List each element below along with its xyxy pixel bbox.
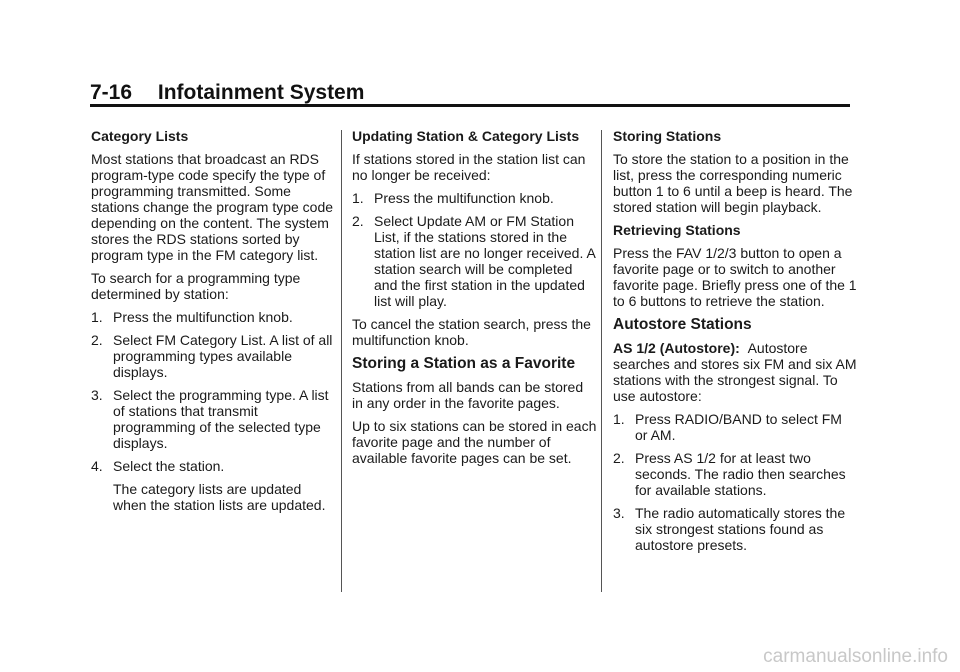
paragraph: To cancel the station search, press the multifunction knob. xyxy=(352,316,591,348)
inline-text: Autostore searches and stores six FM and six AM stations with the strongest signal. To use autostore: xyxy=(613,340,857,404)
step-text: Press the multifunction knob. xyxy=(113,309,293,325)
paragraph: Press the FAV 1/2/3 button to open a favorite page or to switch to another favorite page. Briefly press one of the 1 to 6 buttons to retrieve the station. xyxy=(613,245,857,309)
inline-label: AS 1/2 (Autostore): xyxy=(613,340,740,356)
paragraph: To store the station to a position in the list, press the corresponding numeric button 1 to 6 until a beep is heard. The stored station will begin playback. xyxy=(613,151,853,215)
step-number: 1. xyxy=(352,190,364,206)
list-item xyxy=(91,332,336,380)
steps-list xyxy=(613,411,858,553)
step-number: 1. xyxy=(91,309,103,325)
section-heading-autostore: Autostore Stations xyxy=(613,316,752,333)
page-number: 7-16 xyxy=(90,81,133,104)
list-item xyxy=(613,450,858,498)
step-text: Select FM Category List. A list of all programming types available displays. xyxy=(113,332,333,380)
paragraph: Stations from all bands can be stored in any order in the favorite pages. xyxy=(352,379,584,411)
step-number: 4. xyxy=(91,458,103,474)
watermark: carmanualsonline.info xyxy=(763,646,948,667)
list-item xyxy=(352,213,597,309)
column-3 xyxy=(613,128,858,560)
header-rule xyxy=(90,104,850,107)
section-heading-storing-stations: Storing Stations xyxy=(613,128,722,144)
column-divider-2 xyxy=(601,130,602,592)
steps-list xyxy=(352,190,597,309)
step-text: Press AS 1/2 for at least two seconds. The radio then searches for available stations. xyxy=(635,450,846,498)
chapter-title: Infotainment System xyxy=(157,81,365,104)
paragraph: Up to six stations can be stored in each favorite page and the number of available favorite pages can be set. xyxy=(352,418,597,466)
paragraph: To search for a programming type determined by station: xyxy=(91,270,301,302)
list-item xyxy=(91,309,336,325)
list-item xyxy=(91,387,336,451)
section-heading-category-lists: Category Lists xyxy=(91,128,189,144)
column-1 xyxy=(91,128,336,520)
paragraph: If stations stored in the station list can no longer be received: xyxy=(352,151,586,183)
step-text: Select the programming type. A list of stations that transmit programming of the selected type displays. xyxy=(113,387,329,451)
list-item xyxy=(352,190,597,206)
section-heading-retrieving-stations: Retrieving Stations xyxy=(613,222,741,238)
section-heading-updating-lists: Updating Station & Category Lists xyxy=(352,128,580,144)
note-paragraph: The category lists are updated when the station lists are updated. xyxy=(113,481,326,513)
list-item xyxy=(613,411,858,443)
step-text: Press RADIO/BAND to select FM or AM. xyxy=(635,411,842,443)
column-2 xyxy=(352,128,597,473)
page-header xyxy=(90,81,850,105)
step-number: 3. xyxy=(613,505,625,521)
step-number: 3. xyxy=(91,387,103,403)
step-number: 1. xyxy=(613,411,625,427)
step-text: Press the multifunction knob. xyxy=(374,190,554,206)
list-item xyxy=(91,458,336,474)
steps-list xyxy=(91,309,336,474)
section-heading-storing-favorite: Storing a Station as a Favorite xyxy=(352,355,576,372)
step-number: 2. xyxy=(613,450,625,466)
paragraph: Most stations that broadcast an RDS program-type code specify the type of programming transmitted. Some stations change the program type code depending on the content. The system stores the RDS stations sorted by program type in the FM category list. xyxy=(91,151,334,263)
step-text: Select the station. xyxy=(113,458,225,474)
step-number: 2. xyxy=(352,213,364,229)
column-divider-1 xyxy=(341,130,342,592)
paragraph xyxy=(613,340,858,404)
list-item xyxy=(613,505,858,553)
step-number: 2. xyxy=(91,332,103,348)
step-text: Select Update AM or FM Station List, if the stations stored in the station list are no longer received. A station search will be completed and the first station in the updated list will play. xyxy=(374,213,596,309)
step-text: The radio automatically stores the six strongest stations found as autostore presets. xyxy=(635,505,846,553)
